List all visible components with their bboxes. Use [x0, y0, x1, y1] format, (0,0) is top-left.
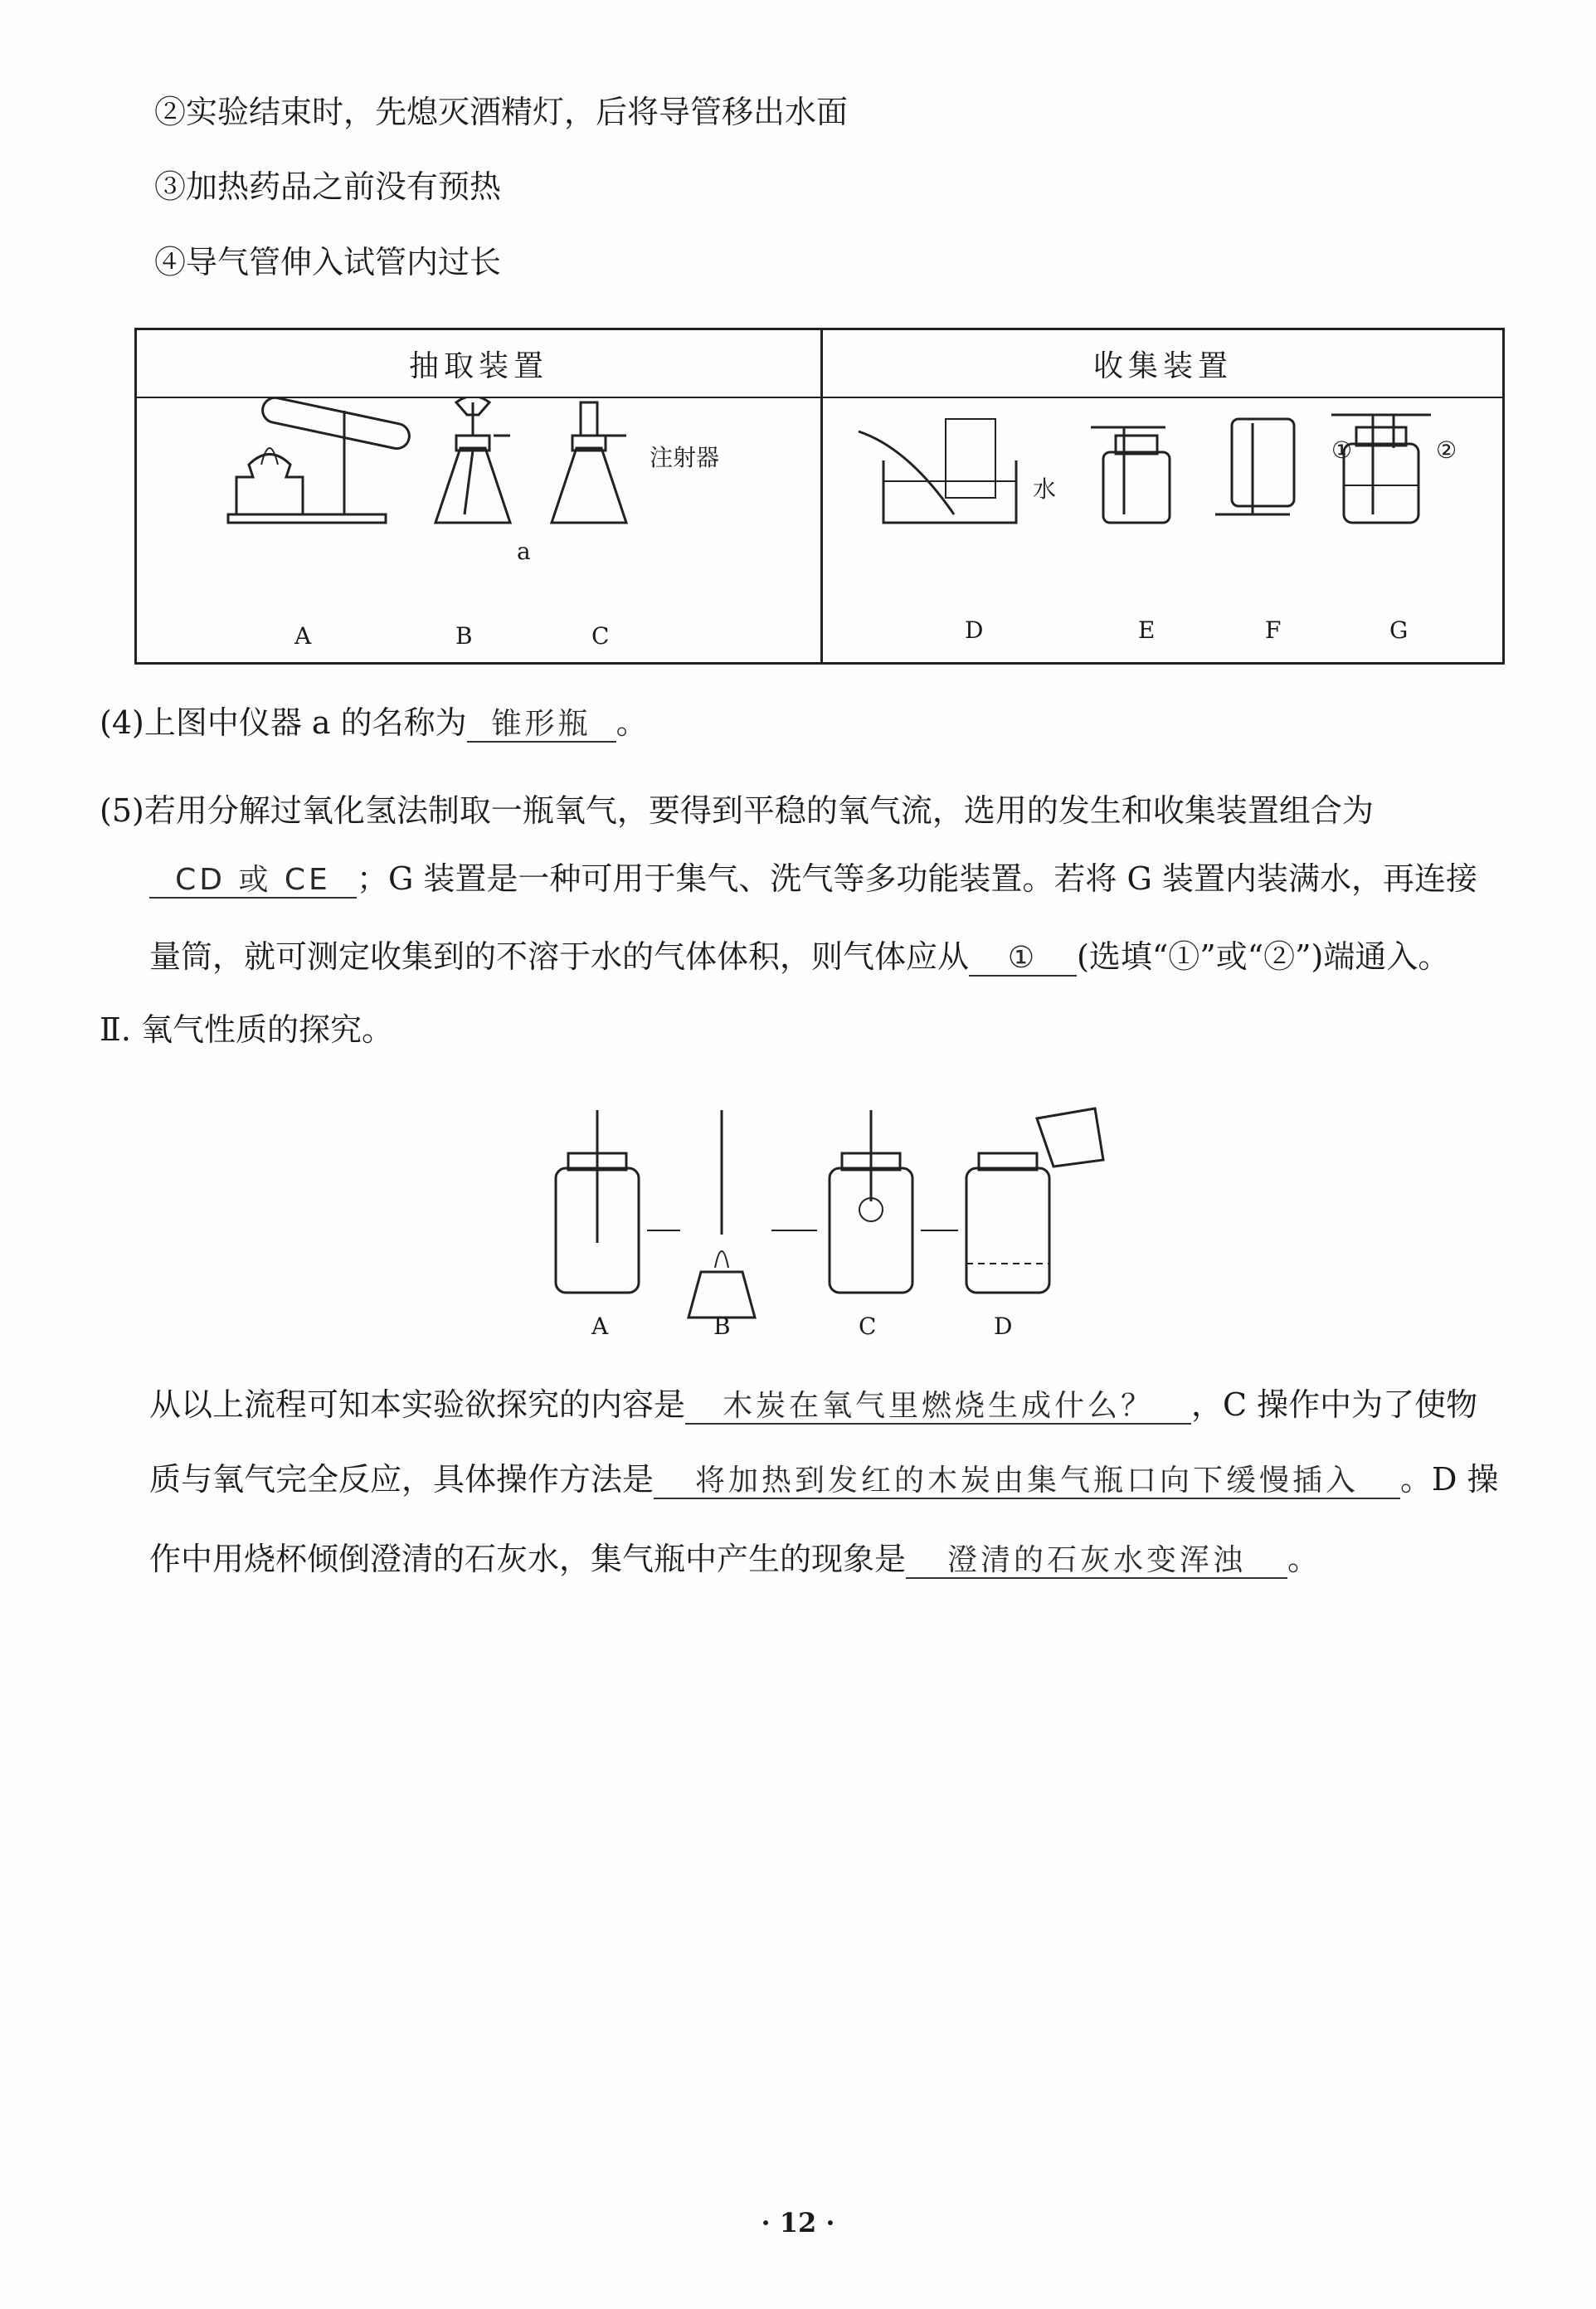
- apparatus-a: [228, 398, 411, 523]
- question-5-line-2-text: ；G 装置是一种可用于集气、洗气等多功能装置。若将 G 装置内装满水，再连接: [357, 860, 1477, 897]
- question-5-line-3-suffix: (选填“①”或“②”)端通入。: [1077, 938, 1450, 975]
- apparatus-g: [1331, 415, 1431, 523]
- combustion-figure: [523, 1094, 1153, 1342]
- apparatus-d: [859, 419, 1016, 523]
- apparatus-b: [435, 398, 510, 523]
- label-g: G: [1389, 616, 1409, 644]
- question-6-line-3: [149, 1540, 1319, 1579]
- apparatus-drawing: [137, 398, 1502, 664]
- question-5-line-2: [149, 860, 1477, 899]
- label-a: A: [294, 622, 312, 650]
- figure2-label-b: B: [713, 1313, 731, 1340]
- item-3: ③加热药品之前没有预热: [154, 168, 502, 205]
- label-syringe: 注射器: [650, 444, 720, 471]
- label-c: C: [591, 622, 610, 650]
- label-f: F: [1265, 616, 1282, 644]
- apparatus-c: [552, 402, 626, 523]
- step-b: [689, 1110, 755, 1318]
- step-c: [830, 1110, 912, 1293]
- apparatus-f: [1215, 419, 1294, 514]
- question-6-line-3-suffix: 。: [1287, 1541, 1320, 1577]
- label-instrument-a: a: [517, 538, 531, 565]
- figure2-label-c: C: [859, 1313, 877, 1340]
- label-b: B: [455, 622, 473, 650]
- question-5-line-1: (5)若用分解过氧化氢法制取一瓶氧气，要得到平稳的氧气流，选用的发生和收集装置组合为: [100, 792, 1374, 829]
- step-d: [966, 1108, 1103, 1293]
- page-number: · 12 ·: [761, 2207, 835, 2238]
- label-port-1: ①: [1331, 436, 1353, 464]
- question-4: [100, 704, 648, 743]
- question-6-line-1: [149, 1386, 1477, 1425]
- answer-5-2: ①: [969, 942, 1077, 977]
- item-4: ④导气管伸入试管内过长: [154, 244, 502, 280]
- figure2-label-a: A: [591, 1313, 609, 1340]
- question-6-line-2: [149, 1460, 1499, 1499]
- answer-6-3: 澄清的石灰水变浑浊: [906, 1544, 1287, 1579]
- header-generation: 抽取装置: [408, 348, 548, 383]
- question-6-line-1-text: 从以上流程可知本实验欲探究的内容是: [149, 1386, 686, 1423]
- label-port-2: ②: [1436, 436, 1457, 464]
- item-2: ②实验结束时，先熄灭酒精灯，后将导管移出水面: [154, 94, 849, 130]
- section-2-title: Ⅱ. 氧气性质的探究。: [100, 1011, 393, 1048]
- question-5-line-3-text: 量筒，就可测定收集到的不溶于水的气体体积，则气体应从: [149, 938, 970, 975]
- step-a: [556, 1110, 639, 1293]
- answer-6-2: 将加热到发红的木炭由集气瓶口向下缓慢插入: [654, 1464, 1400, 1499]
- answer-4: 锥形瓶: [467, 708, 616, 743]
- question-4-text: (4)上图中仪器 a 的名称为: [100, 704, 467, 741]
- label-e: E: [1138, 616, 1156, 644]
- label-d: D: [965, 616, 984, 644]
- question-6-line-2-suffix: 。D 操: [1400, 1461, 1499, 1498]
- question-4-suffix: 。: [616, 704, 648, 741]
- apparatus-e: [1091, 427, 1170, 523]
- question-6-line-2-text: 质与氧气完全反应，具体操作方法是: [149, 1461, 654, 1498]
- label-water: 水: [1033, 475, 1057, 503]
- figure2-label-d: D: [994, 1313, 1013, 1340]
- question-6-line-3-text: 作中用烧杯倾倒澄清的石灰水，集气瓶中产生的现象是: [149, 1541, 907, 1577]
- header-collection: 收集装置: [1092, 348, 1233, 383]
- question-6-line-1-suffix: ，C 操作中为了使物: [1191, 1386, 1478, 1423]
- answer-5-1: CD 或 CE: [149, 864, 357, 899]
- apparatus-table: [134, 328, 1505, 665]
- question-5-line-3: [149, 938, 1449, 977]
- answer-6-1: 木炭在氧气里燃烧生成什么？: [685, 1390, 1191, 1425]
